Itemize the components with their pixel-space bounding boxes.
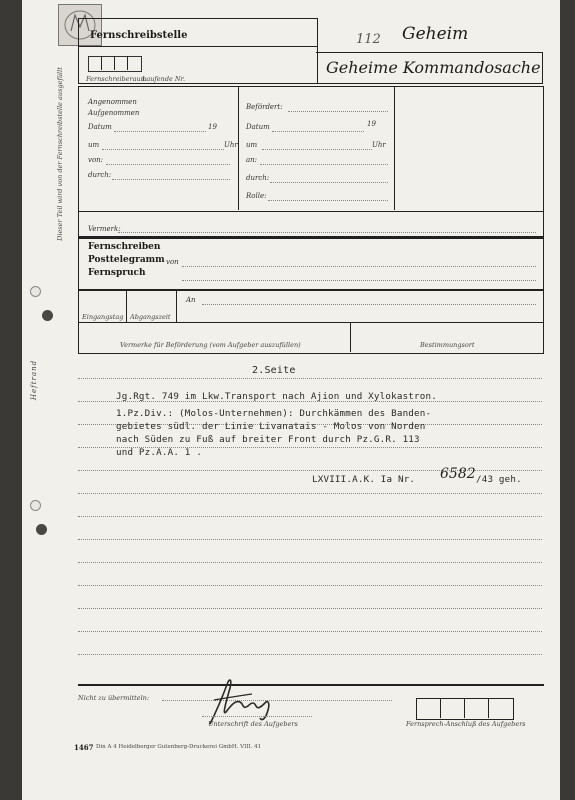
bestimmungsort-label: Bestimmungsort [420, 341, 475, 349]
punch-hole [30, 286, 41, 297]
fernspruch-label: Fernspruch [88, 268, 146, 278]
fernsprech-boxes [416, 698, 514, 720]
sent-rolle-label: Rolle: [246, 192, 267, 200]
angenommen-label: Angenommen [88, 98, 137, 106]
message-line-5: und Pz.A.A. 1 . [116, 447, 202, 458]
aufgenommen-label: Aufgenommen [88, 109, 140, 117]
message-line-3: gebietes südl. der Linie Livanatais - Molos von Norden [116, 421, 426, 432]
punch-hole [42, 310, 53, 321]
routing-an-label: An [186, 296, 196, 304]
received-um-label: um [88, 141, 100, 149]
received-datum-label: Datum [88, 123, 112, 131]
laufende-nr-label: Laufende Nr. [142, 75, 186, 83]
received-uhr-label: Uhr [224, 141, 238, 149]
vermerk-label: Vermerk: [88, 225, 121, 233]
classification-label: Geheime Kommandosache [326, 58, 541, 77]
posttelegramm-von-label: von [166, 258, 179, 266]
received-datum-year: 19 [208, 123, 217, 131]
fernschreibstelle-label: Fernschreibstelle [90, 30, 188, 41]
message-line-1: Jg.Rgt. 749 im Lkw.Transport nach Ajion und Xylokastron. [116, 391, 437, 402]
nicht-zu-uebermitteln-label: Nicht zu übermitteln: [78, 694, 150, 702]
printer-line: Din A 4 Heidelberger Gutenberg-Druckerei GmbH. VIII. 41 [96, 744, 262, 750]
nr-boxes [88, 56, 142, 72]
sent-um-label: um [246, 141, 258, 149]
printer-number: 1467 [74, 743, 94, 752]
reference-suffix: /43 geh. [476, 474, 522, 485]
punch-hole [36, 524, 47, 535]
sent-durch-label: durch: [246, 174, 270, 182]
sent-uhr-label: Uhr [372, 141, 386, 149]
vertical-note: Dieser Teil wird von der Fernschreibstelle ausgefüllt [56, 67, 64, 241]
abgangszeit-label: Abgangszeit [130, 313, 171, 321]
sent-datum-year: 19 [367, 120, 376, 128]
fernschreiber-nr-label: Fernschreiberaum [86, 75, 147, 83]
punch-hole [30, 500, 41, 511]
received-von-label: von: [88, 156, 104, 164]
handwritten-number: 112 [356, 32, 381, 47]
vermerke-label: Vermerke für Beförderung (vom Aufgeber auszufüllen) [120, 341, 301, 349]
message-line-2: 1.Pz.Div.: (Molos-Unternehmen): Durchkämmen des Banden- [116, 408, 432, 419]
geheim-label: Geheim [402, 24, 469, 44]
reference-prefix: LXVIII.A.K. Ia Nr. [312, 474, 416, 485]
message-line-4: nach Süden zu Fuß auf breiter Front durch Pz.G.R. 113 [116, 434, 420, 445]
heftrand-label: Heftrand [30, 359, 39, 401]
fernsprech-label: Fernsprech-Anschluß des Aufgebers [406, 720, 526, 728]
reference-number: 6582 [440, 466, 476, 482]
befoerdert-label: Befördert: [246, 103, 283, 111]
page-indicator: 2.Seite [252, 365, 296, 376]
eingangstag-label: Eingangstag [82, 313, 124, 321]
sent-an-label: an: [246, 156, 258, 164]
fernschreiben-label: Fernschreiben [88, 242, 161, 252]
posttelegramm-label: Posttelegramm [88, 255, 165, 265]
form-sheet [22, 0, 560, 800]
unterschrift-label: Unterschrift des Aufgebers [208, 720, 298, 728]
sent-datum-label: Datum [246, 123, 270, 131]
received-durch-label: durch: [88, 171, 112, 179]
